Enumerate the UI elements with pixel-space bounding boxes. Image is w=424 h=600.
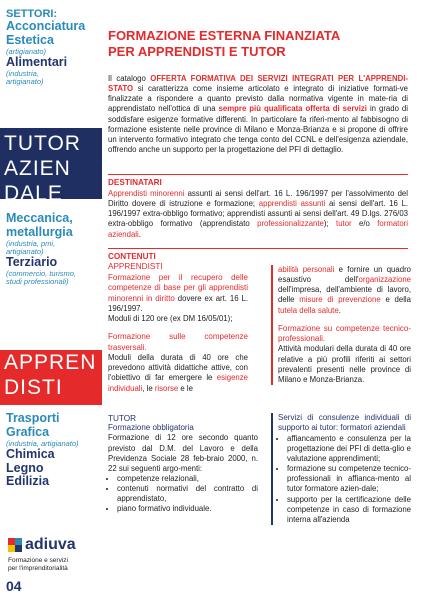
t2-list xyxy=(278,434,411,525)
c2-e: misure di prevenzione xyxy=(299,295,381,305)
c1-f: esigenze individuali xyxy=(108,373,248,393)
apprendisti-heading xyxy=(4,351,96,401)
c2-j: Attività modulari della durata di 40 ore relative a più profili riferiti ai settori prevalenti presenti nelle province di Milano e Monza-Brianza. xyxy=(278,344,411,384)
c2-d: dell'impresa, dell'ambiente di lavoro, delle xyxy=(278,285,411,305)
logo-tagline-2: per l'imprenditorialità xyxy=(8,564,68,572)
intro-a: Il catalogo xyxy=(108,74,151,83)
adiuva-logo-icon xyxy=(8,538,22,552)
t1-item: • contenuti normativi del contratto di apprendistato, xyxy=(117,484,258,504)
t1-head: Formazione obbligatoria xyxy=(108,423,194,432)
divider-2 xyxy=(108,248,408,249)
dest-j: . xyxy=(138,229,141,239)
dest-c: apprendisti assunti xyxy=(258,199,326,209)
contenuti-column-left xyxy=(108,273,248,394)
c1-h: risorse xyxy=(154,383,179,393)
c2-g: tutela della salute xyxy=(278,305,339,315)
c2-a: abilità personali xyxy=(278,265,335,274)
t2-item: • supporto per la certificazione delle competenze in caso di formazione interna all'azienda xyxy=(287,495,411,525)
page-title-line-2: PER APPRENDISTI E TUTOR xyxy=(108,43,286,59)
sectors-list-middle xyxy=(6,212,100,286)
t1-item: • piano formativo individuale. xyxy=(117,504,258,514)
c2-c: organizzazione xyxy=(358,275,411,285)
sector-metallurgia: metallurgia xyxy=(6,224,73,239)
dest-g: tutor xyxy=(336,219,352,229)
c1-b: dovere ex art. 16 L. 196/1997. xyxy=(108,293,248,314)
logo-tagline xyxy=(8,557,68,573)
page-title-line-1: FORMAZIONE ESTERNA FINANZIATA xyxy=(108,28,341,43)
sector-estetica-note: (artigianato) xyxy=(6,46,47,56)
tutor-column-left xyxy=(108,423,258,514)
c2-i: Formazione su competenze tecnico-professionali. xyxy=(278,323,411,344)
c1-c: Moduli di 120 ore (ex DM 16/05/01); xyxy=(108,314,233,324)
c1-e: Moduli della durata di 40 ore che prevedono attività didattiche attive, con l'obiettivo di far emergere le xyxy=(108,353,248,383)
appr-line-1: APPREN xyxy=(4,351,97,374)
sector-chimica: Chimica xyxy=(6,446,55,461)
dest-b: assunti ai sensi dell'art. 16 L. 196/1997 per l'assolvimento del Diritto dovere di istruzione e formazione; xyxy=(108,189,408,209)
logo-wordmark: adiuva xyxy=(25,536,76,553)
dest-a: Apprendisti minorenni xyxy=(108,189,185,198)
sector-legno: Legno xyxy=(6,460,44,475)
tutor-aziendale-block xyxy=(0,128,102,205)
dest-i: formatori aziendali xyxy=(108,219,409,239)
sectors-list-bottom xyxy=(6,412,100,489)
apprendisti-block xyxy=(0,350,102,405)
dest-e: professionalizzante xyxy=(257,219,324,229)
sectors-label: SETTORI: xyxy=(6,8,58,20)
sector-edilizia: Edilizia xyxy=(6,474,50,489)
intro-c: si caratterizza come insieme articolato e integrato di iniziative formati-ve finalizzate a rispondere a quanto previsto dalla normativa vigente in mate-ria di apprendistato nell'ottica di una xyxy=(108,84,408,114)
c1-a: Formazione per il recupero delle competenze di base per gli apprendisti minorenni in diritto xyxy=(108,273,248,303)
tutor-column-right xyxy=(271,413,411,525)
tutor-aziendale-heading xyxy=(4,132,81,206)
c2-f: e della xyxy=(380,295,411,305)
t2-item: • affiancamento e consulenza per la progettazione dei PFI di detta-glio e valutazione apprendimenti; xyxy=(287,434,411,464)
sector-terziario-note: (commercio, turismo, xyxy=(6,268,77,278)
t1-item: • competenze relazionali, xyxy=(117,474,258,484)
intro-highlight-2: sempre più qualificata offerta di servizi xyxy=(218,104,367,114)
sector-alimentari: Alimentari xyxy=(6,54,68,69)
tutor-heading: TUTOR xyxy=(108,414,137,423)
apprendisti-subheading: APPRENDISTI xyxy=(108,262,163,271)
tutor-line-3: DALE xyxy=(4,181,63,205)
contenuti-heading: CONTENUTI xyxy=(108,252,156,261)
page-title xyxy=(108,28,408,59)
tutor-line-2: AZIEN xyxy=(4,156,71,180)
c2-h: . xyxy=(338,305,341,315)
c1-g: , le xyxy=(142,383,155,393)
t2-head: Servizi di consulenze individuali di supporto ai tutor: formatori aziendali xyxy=(278,413,411,433)
sector-estetica: Estetica xyxy=(6,32,54,47)
sector-grafica: Grafica xyxy=(6,424,50,439)
intro-e: in grado di soddisfare esigenze formative differenti. In particolare fa riferi-mento al fabbisogno di formazione esistente nelle province di Milano e Monza-Brianza e si propone di offrire un intervento formativo integrato che tenga conto del CCNL e dell'esigenza aziendale, offrendo anche un supporto per la progettazione del PFI di dettaglio. xyxy=(108,104,408,154)
sector-trasporti: Trasporti xyxy=(6,411,60,425)
tutor-line-1: TUTOR xyxy=(4,132,81,155)
destinatari-paragraph xyxy=(108,189,408,240)
t1-list xyxy=(108,474,258,515)
contenuti-column-right xyxy=(271,265,411,385)
dest-h: e/o xyxy=(351,219,378,229)
logo-tagline-1: Formazione e servizi xyxy=(8,557,68,564)
c2-b: e fornire un quadro esaustivo dell' xyxy=(278,265,411,285)
sector-meccanica-note: (industria, pmi, xyxy=(6,238,56,248)
destinatari-heading: DESTINATARI xyxy=(108,178,162,187)
intro-highlight-1: OFFERTA FORMATIVA DEI SERVIZI INTEGRATI PER L'APPRENDI-STATO xyxy=(108,74,408,94)
t2-item: • formazione su competenze tecnico-professionali in affianca-mento al tutor formatore azien-dale; xyxy=(287,464,411,494)
sector-alimentari-note2: artigianato) xyxy=(6,76,44,86)
intro-paragraph xyxy=(108,74,408,155)
dest-f: ); xyxy=(323,219,337,229)
sector-meccanica-note2: artigianato) xyxy=(6,246,44,256)
sector-alimentari-note: (industria, xyxy=(6,68,39,78)
divider-1 xyxy=(108,174,408,175)
sector-acconciatura: Acconciatura xyxy=(6,19,86,34)
appr-line-2: DISTI xyxy=(4,375,63,399)
c1-d: Formazione sulle competenze trasversali. xyxy=(108,332,248,352)
sector-grafica-note: (industria, artigianato) xyxy=(6,438,79,448)
page-number: 04 xyxy=(6,578,22,594)
sector-meccanica: Meccanica, xyxy=(6,211,73,225)
c1-i: e le xyxy=(178,383,193,393)
dest-d: ai sensi dell'art. 16 L. 196/1997 extra-obbligo formativo; apprendisti assunti ai sensi dell'art. 49 D.lgs. 276/03 extra-obbligo formativo (apprendistato xyxy=(108,199,409,229)
sectors-list-top xyxy=(6,8,100,86)
sector-terziario: Terziario xyxy=(6,255,58,269)
sidebar xyxy=(0,0,102,600)
sector-terziario-note2: studi professionali) xyxy=(6,277,69,286)
t1-text: Formazione di 12 ore secondo quanto previsto dal D.M. del Lavoro e della Previdenza Sociale 28 feb-braio 2000, n. 22 sui seguenti argo-menti: xyxy=(108,433,258,473)
